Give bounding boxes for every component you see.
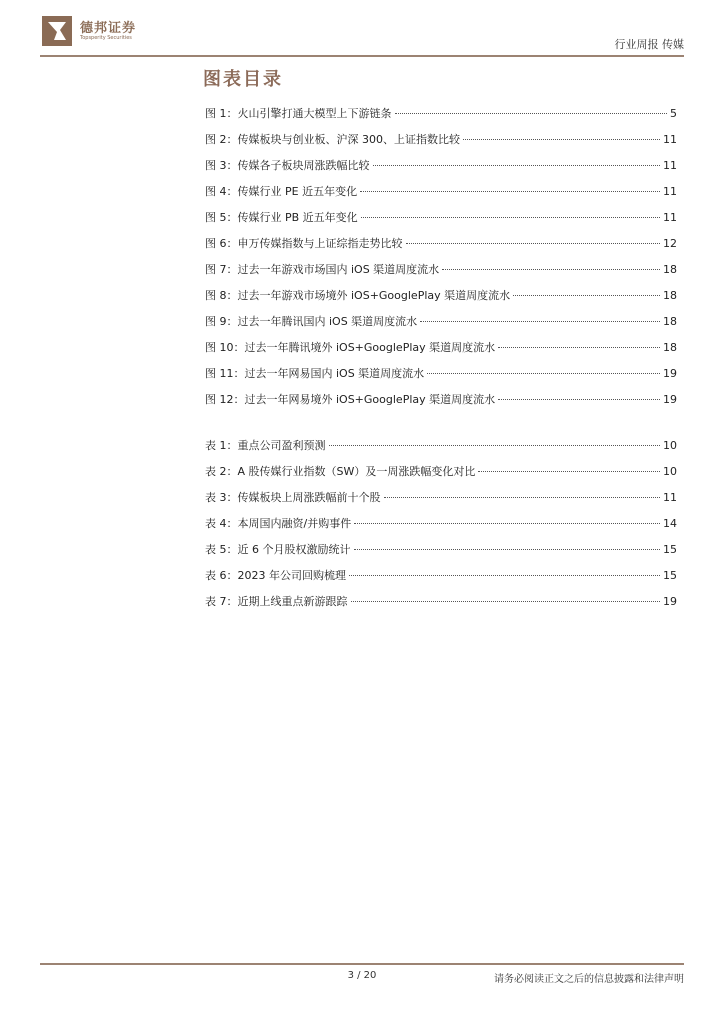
dot-leader [361,217,660,218]
logo-text-en: Topsperity Securities [80,35,132,41]
figure-entry[interactable] [205,131,677,157]
dot-leader [513,295,660,296]
figure-entry-label: 图 4：传媒行业 PE 近五年变化 [205,185,358,198]
figure-list [205,105,677,417]
figure-entry[interactable] [205,235,677,261]
table-entry-page: 19 [663,595,677,608]
dot-leader [351,601,661,602]
dot-leader [354,549,661,550]
figure-entry[interactable] [205,339,677,365]
table-entry-label: 表 4：本周国内融资/并购事件 [205,517,352,530]
figure-entry-page: 11 [663,211,677,224]
figure-entry-page: 18 [663,341,677,354]
dot-leader [442,269,660,270]
figure-entry-label: 图 10：过去一年腾讯境外 iOS+GooglePlay 渠道周度流水 [205,341,496,354]
dot-leader [349,575,660,576]
figure-entry-page: 11 [663,185,677,198]
figure-entry-page: 18 [663,289,677,302]
figure-entry-label: 图 9：过去一年腾讯国内 iOS 渠道周度流水 [205,315,418,328]
table-entry-label: 表 2：A 股传媒行业指数（SW）及一周涨跌幅变化对比 [205,465,476,478]
figure-entry[interactable] [205,209,677,235]
table-entry-page: 10 [663,439,677,452]
dot-leader [406,243,661,244]
table-entry-page: 11 [663,491,677,504]
dot-leader [420,321,660,322]
figure-entry[interactable] [205,287,677,313]
dot-leader [478,471,660,472]
dot-leader [354,523,660,524]
table-entry-page: 15 [663,543,677,556]
table-entry[interactable] [205,463,677,489]
report-type-label: 行业周报 传媒 [614,38,684,51]
dot-leader [498,347,660,348]
logo-mark-icon [40,14,74,48]
figure-entry-label: 图 8：过去一年游戏市场境外 iOS+GooglePlay 渠道周度流水 [205,289,511,302]
table-entry[interactable] [205,593,677,619]
figure-entry[interactable] [205,313,677,339]
dot-leader [427,373,660,374]
dot-leader [360,191,660,192]
table-entry-label: 表 5：近 6 个月股权激励统计 [205,543,351,556]
figure-entry-label: 图 2：传媒板块与创业板、沪深 300、上证指数比较 [205,133,460,146]
logo-text-cn: 德邦证券 [80,21,137,36]
dot-leader [329,445,661,446]
figure-entry-label: 图 3：传媒各子板块周涨跌幅比较 [205,159,370,172]
disclaimer-text: 请务必阅读正文之后的信息披露和法律声明 [494,974,684,985]
table-list [205,437,677,619]
dot-leader [395,113,668,114]
table-entry-page: 14 [663,517,677,530]
dot-leader [463,139,660,140]
figure-entry-page: 18 [663,315,677,328]
table-entry-label: 表 1：重点公司盈利预测 [205,439,326,452]
dot-leader [498,399,660,400]
table-entry[interactable] [205,437,677,463]
figure-entry-page: 12 [663,237,677,250]
figure-entry[interactable] [205,183,677,209]
page-number: 3 / 20 [347,970,377,981]
figure-entry-page: 19 [663,367,677,380]
table-entry[interactable] [205,515,677,541]
figure-entry[interactable] [205,365,677,391]
table-entry-page: 15 [663,569,677,582]
figure-entry-label: 图 1：火山引擎打通大模型上下游链条 [205,107,392,120]
figure-entry[interactable] [205,157,677,183]
footer-divider [40,963,684,965]
figure-entry-page: 5 [670,107,677,120]
figure-entry-label: 图 11：过去一年网易国内 iOS 渠道周度流水 [205,367,425,380]
dot-leader [373,165,661,166]
figure-entry-label: 图 6：申万传媒指数与上证综指走势比较 [205,237,403,250]
figure-entry[interactable] [205,391,677,417]
figure-entry[interactable] [205,105,677,131]
toc-title: 图表目录 [203,69,283,90]
dot-leader [384,497,661,498]
figure-entry-page: 18 [663,263,677,276]
figure-entry-label: 图 5：传媒行业 PB 近五年变化 [205,211,358,224]
table-entry[interactable] [205,541,677,567]
table-entry-label: 表 6：2023 年公司回购梳理 [205,569,346,582]
figure-entry-label: 图 7：过去一年游戏市场国内 iOS 渠道周度流水 [205,263,440,276]
table-entry[interactable] [205,489,677,515]
table-entry-label: 表 7：近期上线重点新游跟踪 [205,595,348,608]
figure-entry[interactable] [205,261,677,287]
figure-entry-page: 19 [663,393,677,406]
company-logo [40,14,150,50]
table-entry-page: 10 [663,465,677,478]
figure-entry-page: 11 [663,133,677,146]
figure-entry-label: 图 12：过去一年网易境外 iOS+GooglePlay 渠道周度流水 [205,393,496,406]
table-entry-label: 表 3：传媒板块上周涨跌幅前十个股 [205,491,381,504]
header-divider [40,55,684,57]
table-entry[interactable] [205,567,677,593]
page-header [0,0,724,60]
figure-entry-page: 11 [663,159,677,172]
